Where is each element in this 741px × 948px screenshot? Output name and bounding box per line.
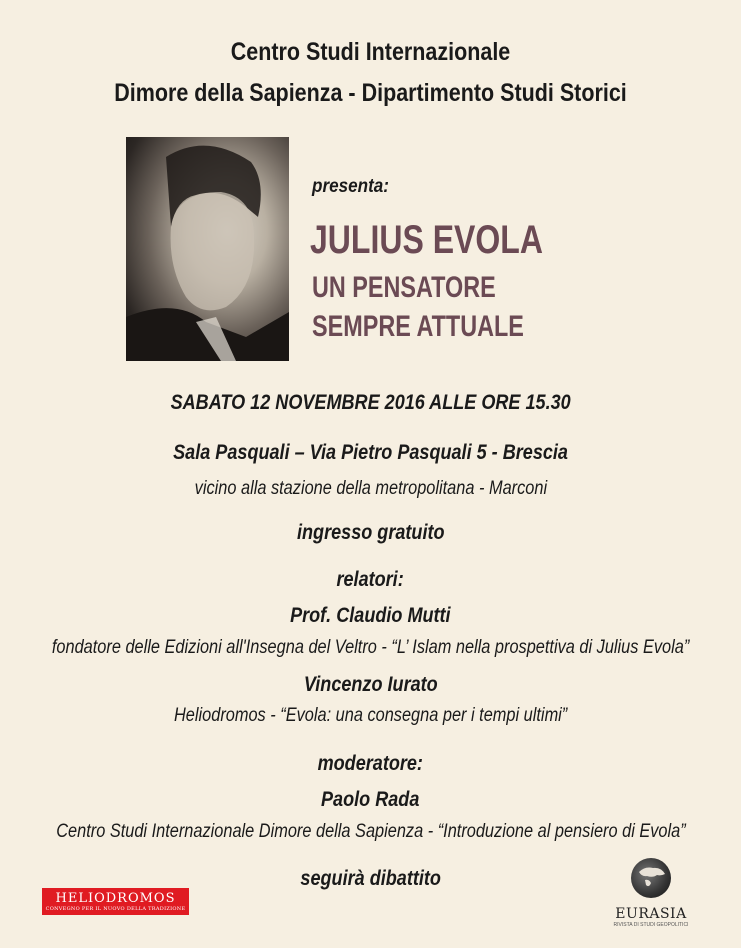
eurasia-logo [611, 858, 691, 930]
speaker-1-desc: fondatore delle Edizioni all'Insegna del Veltro - “L’ Islam nella prospettiva di Julius Evola” [51, 637, 690, 658]
entry-note: ingresso gratuito [296, 521, 445, 544]
moderator-desc: Centro Studi Internazionale Dimore della Sapienza - “Introduzione al pensiero di Evola” [55, 821, 686, 842]
presenta-label: presenta: [312, 176, 389, 197]
speakers-heading: relatori: [336, 568, 405, 591]
speaker-2-desc: Heliodromos - “Evola: una consegna per i tempi ultimi” [173, 705, 568, 726]
heliodromos-wordmark: HELIODROMOS [55, 890, 176, 906]
header-line-2: Dimore della Sapienza - Dipartimento Studi Storici [114, 79, 627, 107]
heliodromos-logo [42, 888, 189, 915]
speaker-1-name: Prof. Claudio Mutti [290, 604, 451, 627]
header-line-1: Centro Studi Internazionale [230, 38, 511, 66]
event-subtitle-1: UN PENSATORE [312, 271, 496, 304]
eurasia-wordmark: EURASIA [615, 906, 687, 922]
event-subtitle-2: SEMPRE ATTUALE [312, 310, 524, 343]
moderator-name: Paolo Rada [321, 788, 420, 811]
event-title: JULIUS EVOLA [310, 218, 543, 262]
event-date: SABATO 12 NOVEMBRE 2016 ALLE ORE 15.30 [170, 391, 571, 414]
closing-note: seguirà dibattito [300, 867, 441, 890]
moderator-heading: moderatore: [317, 752, 424, 775]
event-venue: Sala Pasquali – Via Pietro Pasquali 5 - Brescia [173, 441, 568, 464]
globe-icon [631, 858, 671, 898]
eurasia-subtitle: RIVISTA DI STUDI GEOPOLITICI [613, 922, 689, 928]
venue-note: vicino alla stazione della metropolitana - Marconi [194, 478, 547, 499]
heliodromos-subtitle: CONVEGNO PER IL NUOVO DELLA TRADIZIONE [45, 905, 186, 912]
speaker-2-name: Vincenzo Iurato [303, 673, 438, 696]
portrait-photo [126, 137, 289, 361]
